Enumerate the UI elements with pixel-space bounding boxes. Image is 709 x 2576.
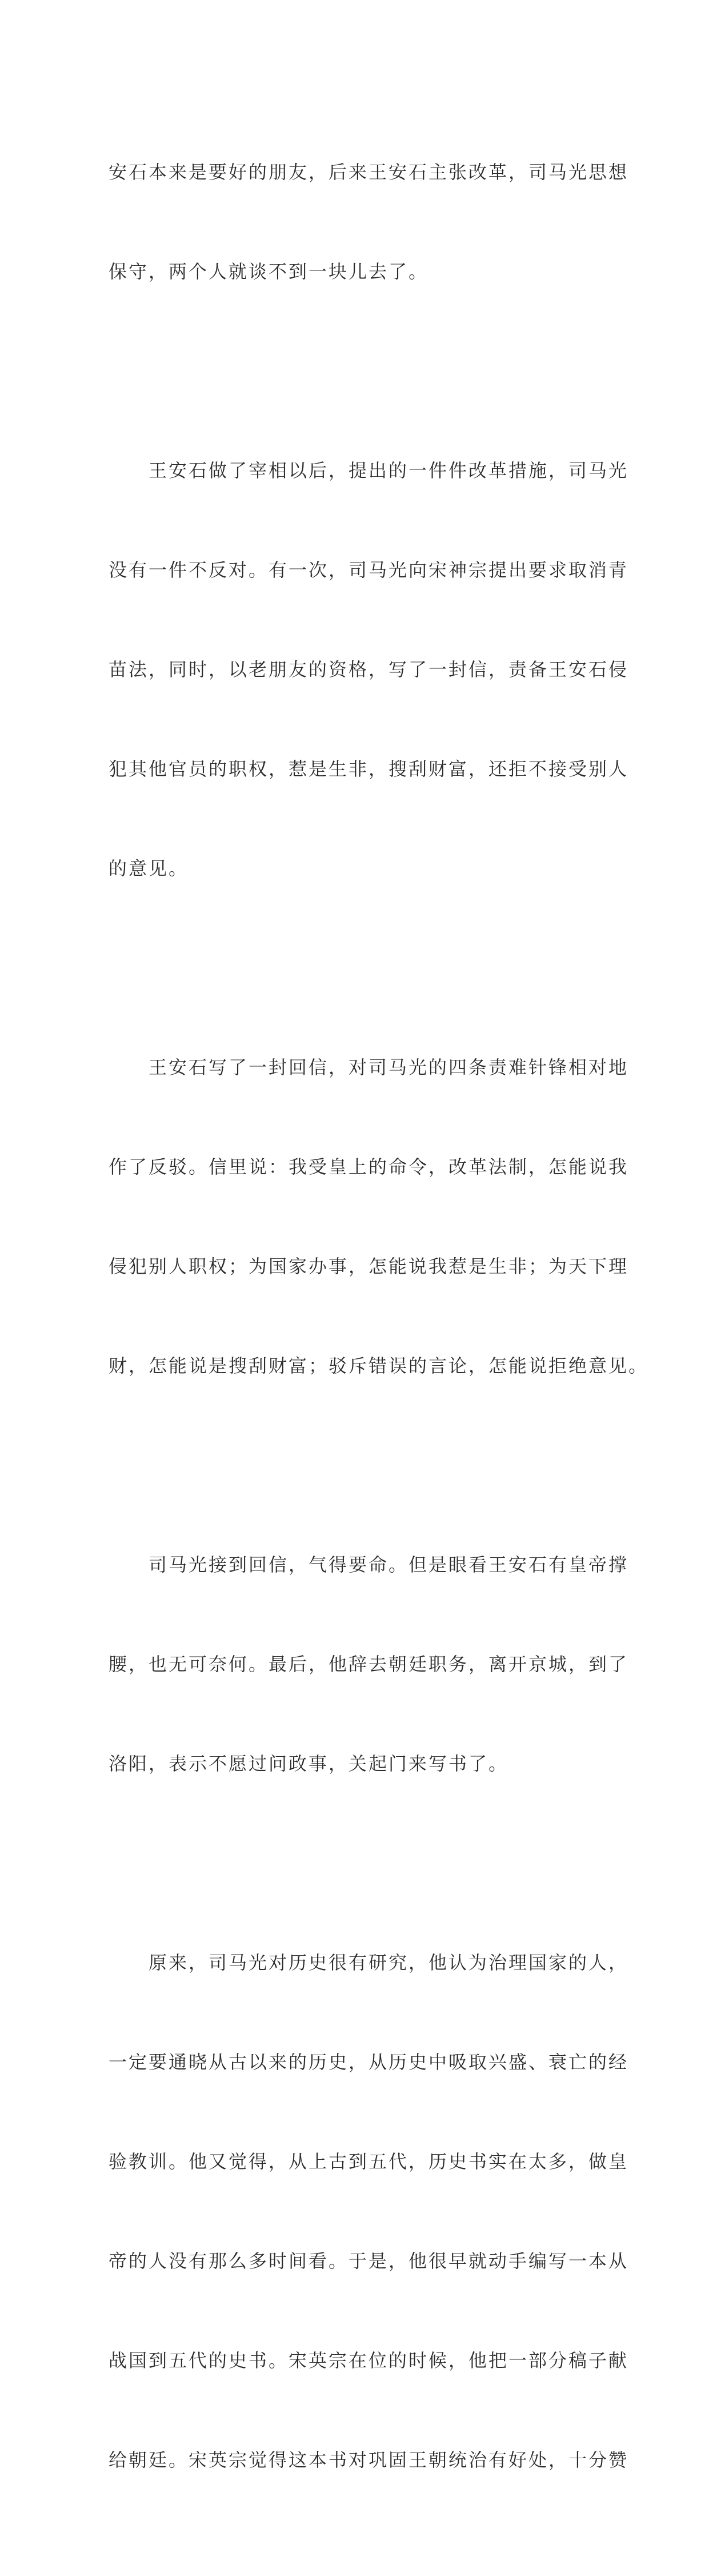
text-line: 安石本来是要好的朋友，后来王安石主张改革，司马光思想 (109, 161, 629, 183)
text-line: 作了反驳。信里说：我受皇上的命令，改革法制，怎能说我 (109, 1156, 629, 1178)
text-line: 帝的人没有那么多时间看。于是，他很早就动手编写一本从 (109, 2250, 629, 2272)
text-line: 保守，两个人就谈不到一块儿去了。 (109, 261, 429, 282)
paragraph-2 (109, 388, 629, 951)
paragraph-4 (109, 1482, 629, 1847)
text-line: 腰，也无可奈何。最后，他辞去朝廷职务，离开京城，到了 (109, 1653, 629, 1675)
text-line: 原来，司马光对历史很有研究，他认为治理国家的人， (149, 1952, 629, 1973)
paragraph-5 (109, 1880, 629, 2543)
text-line: 的意见。 (109, 858, 189, 879)
document-body (109, 89, 649, 2576)
text-line: 洛阳，表示不愿过问政事，关起门来写书了。 (109, 1753, 509, 1775)
text-line: 苗法，同时，以老朋友的资格，写了一封信，责备王安石侵 (109, 659, 629, 680)
text-line: 战国到五代的史书。宋英宗在位的时候，他把一部分稿子献 (109, 2350, 629, 2371)
text-line: 财，怎能说是搜刮财富；驳斥错误的言论，怎能说拒绝意见。 (109, 1355, 649, 1377)
text-line: 王安石做了宰相以后，提出的一件件改革措施，司马光 (149, 460, 629, 481)
text-line: 没有一件不反对。有一次，司马光向宋神宗提出要求取消青 (109, 559, 629, 581)
text-line: 一定要通晓从古以来的历史，从历史中吸取兴盛、衰亡的经 (109, 2051, 629, 2073)
text-line: 验教训。他又觉得，从上古到五代，历史书实在太多，做皇 (109, 2151, 629, 2172)
text-line: 司马光接到回信，气得要命。但是眼看王安石有皇帝撑 (149, 1554, 629, 1576)
text-line: 王安石写了一封回信，对司马光的四条责难针锋相对地 (149, 1056, 629, 1078)
paragraph-1 (109, 89, 629, 354)
text-line: 给朝廷。宋英宗觉得这本书对巩固王朝统治有好处，十分赞 (109, 2449, 629, 2471)
text-line: 侵犯别人职权；为国家办事，怎能说我惹是生非；为天下理 (109, 1255, 629, 1277)
text-line: 犯其他官员的职权，惹是生非，搜刮财富，还拒不接受别人 (109, 758, 629, 780)
paragraph-3 (109, 984, 649, 1449)
